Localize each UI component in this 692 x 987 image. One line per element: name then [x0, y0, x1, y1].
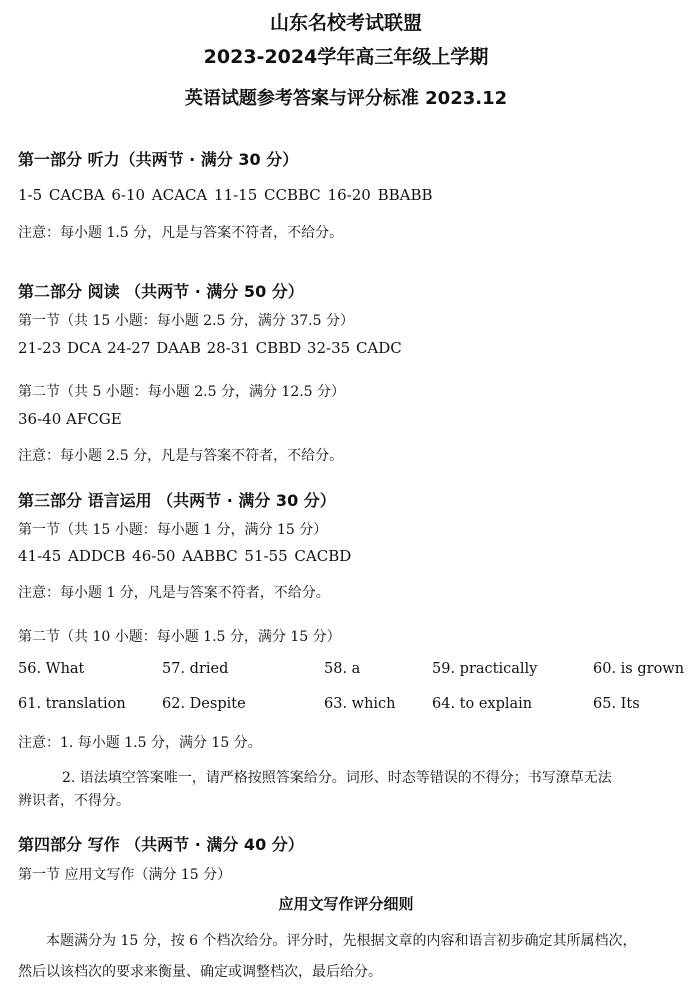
part3-section2-label: 第二节（共 10 小题：每小题 1.5 分，满分 15 分）: [18, 629, 341, 645]
part2-note: 注意：每小题 2.5 分，凡是与答案不符者，不给分。: [18, 448, 344, 464]
part2-section2-label: 第二节（共 5 小题：每小题 2.5 分，满分 12.5 分）: [18, 384, 346, 400]
part3-section1-label: 第一节（共 15 小题：每小题 1 分，满分 15 分）: [18, 522, 328, 538]
answer-63: 63. which: [324, 696, 396, 712]
part4-section1-label: 第一节 应用文写作（满分 15 分）: [18, 867, 232, 883]
part3-note-2-line2: 辨识者，不得分。: [18, 793, 130, 809]
answer-64: 64. to explain: [432, 696, 533, 712]
part3-note-1: 注意：1. 每小题 1.5 分，满分 15 分。: [18, 735, 262, 751]
part4-heading: 第四部分 写作 （共两节 · 满分 40 分）: [18, 835, 304, 854]
part2-section1-answers: 21-23 DCA 24-27 DAAB 28-31 CBBD 32-35 CADC: [18, 339, 402, 357]
rubric-title: 应用文写作评分细则: [278, 895, 414, 913]
part1-answers: 1-5 CACBA 6-10 ACACA 11-15 CCBBC 16-20 BBABB: [18, 186, 433, 204]
part3-heading: 第三部分 语言运用 （共两节 · 满分 30 分）: [18, 491, 336, 510]
school-year-title: 2023-2024学年高三年级上学期: [203, 46, 489, 68]
part2-section2-answers: 36-40 AFCGE: [18, 410, 122, 428]
rubric-paragraph-line2: 然后以该档次的要求来衡量、确定或调整档次，最后给分。: [18, 964, 382, 980]
answer-65: 65. Its: [593, 696, 640, 712]
answer-58: 58. a: [324, 661, 361, 677]
answer-61: 61. translation: [18, 696, 126, 712]
part3-section1-note: 注意：每小题 1 分，凡是与答案不符者，不给分。: [18, 585, 330, 601]
answer-60: 60. is grown: [593, 661, 685, 677]
answer-62: 62. Despite: [162, 696, 246, 712]
subject-title: 英语试题参考答案与评分标准 2023.12: [184, 88, 508, 109]
part3-note-2-line1: 2. 语法填空答案唯一，请严格按照答案给分。词形、时态等错误的不得分；书写潦草无法: [62, 770, 612, 786]
part2-heading: 第二部分 阅读 （共两节 · 满分 50 分）: [18, 282, 304, 301]
rubric-paragraph-line1: 本题满分为 15 分，按 6 个档次给分。评分时，先根据文章的内容和语言初步确定其所属档次，: [46, 933, 637, 949]
part3-section1-answers: 41-45 ADDCB 46-50 AABBC 51-55 CACBD: [18, 547, 352, 565]
exam-union-title: 山东名校考试联盟: [269, 12, 422, 34]
answer-57: 57. dried: [162, 661, 229, 677]
answer-59: 59. practically: [432, 661, 538, 677]
part2-section1-label: 第一节（共 15 小题：每小题 2.5 分，满分 37.5 分）: [18, 313, 354, 329]
part1-heading: 第一部分 听力（共两节 · 满分 30 分）: [18, 150, 299, 169]
answer-56: 56. What: [18, 661, 85, 677]
part1-note: 注意：每小题 1.5 分，凡是与答案不符者，不给分。: [18, 225, 344, 241]
